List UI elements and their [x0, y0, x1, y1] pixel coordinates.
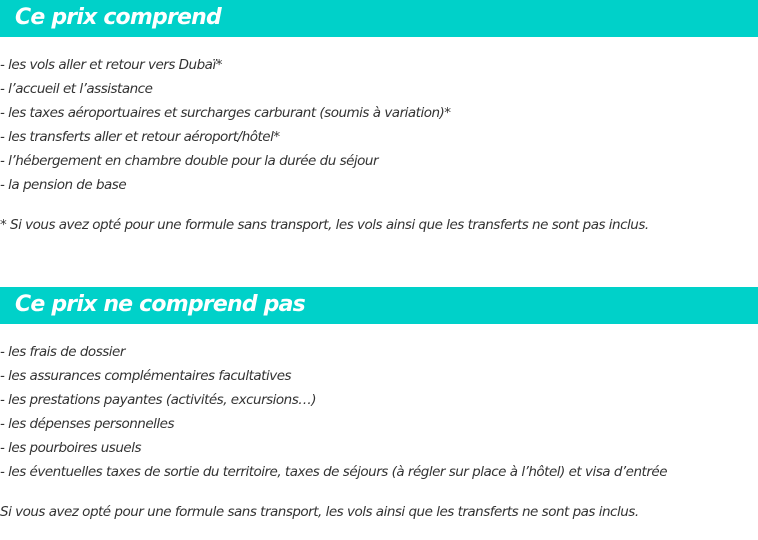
list-item: - l’hébergement en chambre double pour la durée du séjour: [0, 153, 379, 169]
excludes-footnote: Si vous avez opté pour une formule sans transport, les vols ainsi que les transferts ne sont pas inclus.: [0, 504, 639, 520]
list-item: - les dépenses personnelles: [0, 416, 174, 432]
list-item: - la pension de base: [0, 177, 127, 193]
excludes-list: [0, 340, 667, 484]
list-item: - les assurances complémentaires facultatives: [0, 368, 292, 384]
list-item: - les prestations payantes (activités, excursions…): [0, 392, 317, 408]
includes-list: [0, 53, 451, 197]
list-item: - les taxes aéroportuaires et surcharges carburant (soumis à variation)*: [0, 105, 451, 121]
includes-title: Ce prix comprend: [15, 5, 221, 30]
excludes-header: [0, 287, 758, 324]
includes-footnote: * Si vous avez opté pour une formule sans transport, les vols ainsi que les transferts ne sont pas inclus.: [0, 217, 649, 233]
includes-header: [0, 0, 758, 37]
list-item: - les vols aller et retour vers Dubaï*: [0, 57, 222, 73]
list-item: - les pourboires usuels: [0, 440, 141, 456]
excludes-title: Ce prix ne comprend pas: [15, 292, 305, 317]
list-item: - les frais de dossier: [0, 344, 125, 360]
list-item: - les transferts aller et retour aéroport/hôtel*: [0, 129, 280, 145]
list-item: - l’accueil et l’assistance: [0, 81, 153, 97]
list-item: - les éventuelles taxes de sortie du territoire, taxes de séjours (à régler sur place à l’hôtel) et visa d’entrée: [0, 464, 667, 480]
